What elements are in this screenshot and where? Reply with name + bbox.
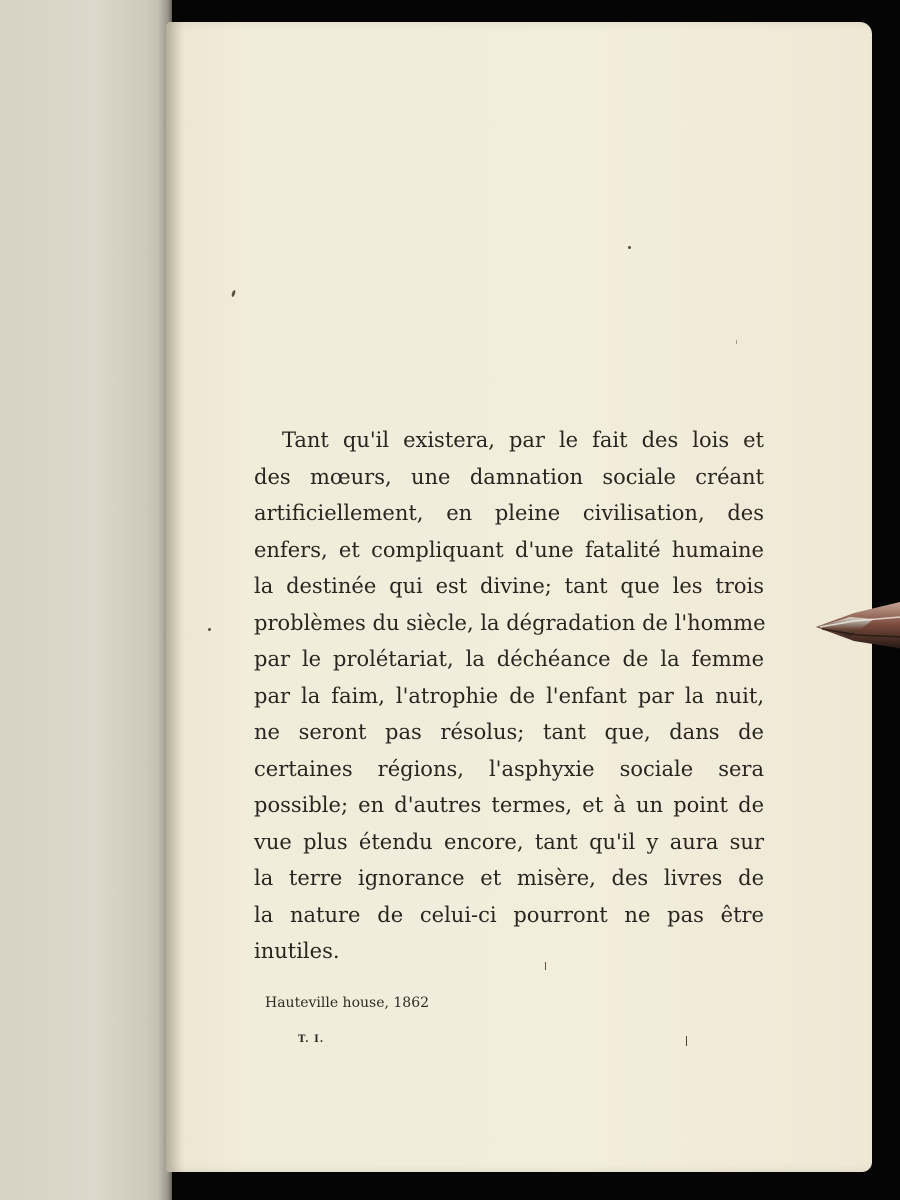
text-line: la nature de celui-ci pourront ne pas être bbox=[254, 902, 764, 927]
text-line: par le prolétariat, la déchéance de la femme bbox=[254, 647, 764, 671]
text-line: vue plus étendu encore, tant qu'il y aura sur bbox=[254, 829, 764, 854]
signature-mark: T. I. bbox=[298, 1034, 325, 1045]
preface-paragraph bbox=[254, 422, 764, 970]
text-line: par la faim, l'atrophie de l'enfant par la nuit, bbox=[254, 683, 764, 708]
text-line: ne seront pas résolus; tant que, dans de bbox=[254, 720, 764, 744]
text-line: problèmes du siècle, la dégradation de l'homme bbox=[254, 610, 766, 635]
paper-speck bbox=[628, 246, 631, 249]
place-date: Hauteville house, 1862 bbox=[265, 995, 430, 1011]
text-line: Tant qu'il existera, par le fait des lois et bbox=[282, 428, 764, 452]
page-mark-rule bbox=[686, 1036, 687, 1046]
text-line: des mœurs, une damnation sociale créant bbox=[254, 464, 764, 489]
pen-tip-icon bbox=[814, 597, 900, 653]
text-line: certaines régions, l'asphyxie sociale sera bbox=[254, 756, 764, 781]
paper-speck bbox=[208, 628, 211, 631]
text-line: la destinée qui est divine; tant que les trois bbox=[254, 574, 764, 598]
text-line: la terre ignorance et misère, des livres de bbox=[254, 866, 764, 890]
text-line: inutiles. bbox=[254, 939, 340, 963]
text-line: artificiellement, en pleine civilisation, des bbox=[254, 501, 764, 525]
left-page-edge bbox=[0, 0, 172, 1200]
gutter-shadow bbox=[166, 22, 184, 1172]
paper-speck bbox=[736, 340, 737, 344]
text-line: possible; en d'autres termes, et à un point de bbox=[254, 793, 764, 817]
text-line: enfers, et compliquant d'une fatalité humaine bbox=[254, 537, 764, 562]
